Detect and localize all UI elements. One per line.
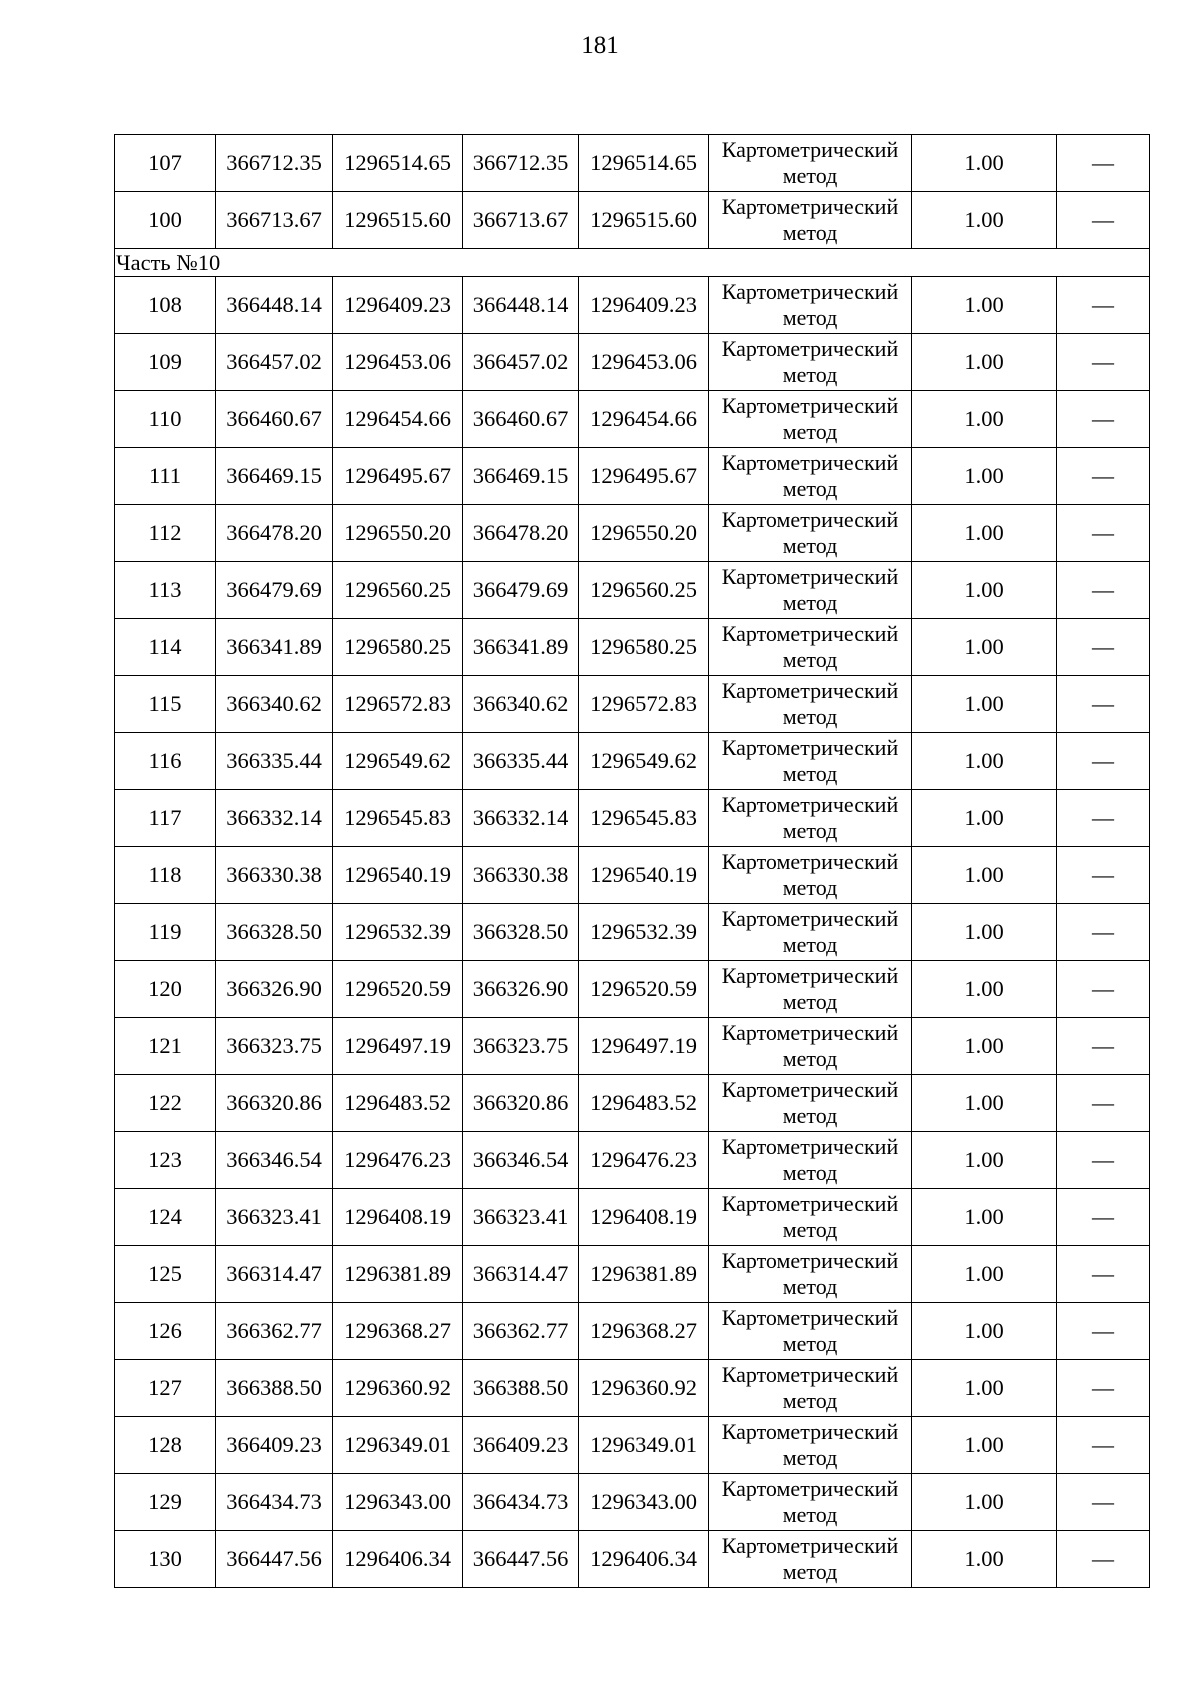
y-existing-cell: 1296408.19 (333, 1189, 463, 1246)
note-cell: — (1057, 1246, 1150, 1303)
note-cell: — (1057, 1417, 1150, 1474)
method-cell (709, 1075, 912, 1132)
method-line-1: Картометрический (721, 678, 899, 703)
method-line-2: метод (782, 818, 838, 843)
x-existing-cell: 366346.54 (216, 1132, 333, 1189)
y-refined-cell: 1296454.66 (579, 391, 709, 448)
point-number-cell: 115 (115, 676, 216, 733)
note-cell: — (1057, 1132, 1150, 1189)
x-refined-cell: 366341.89 (463, 619, 579, 676)
y-refined-cell: 1296368.27 (579, 1303, 709, 1360)
method-line-1: Картометрический (721, 849, 899, 874)
x-refined-cell: 366314.47 (463, 1246, 579, 1303)
y-refined-cell: 1296550.20 (579, 505, 709, 562)
y-refined-cell: 1296483.52 (579, 1075, 709, 1132)
y-refined-cell: 1296409.23 (579, 277, 709, 334)
note-cell: — (1057, 733, 1150, 790)
method-cell (709, 1189, 912, 1246)
method-line-2: метод (782, 476, 838, 501)
x-refined-cell: 366340.62 (463, 676, 579, 733)
x-existing-cell: 366460.67 (216, 391, 333, 448)
note-cell: — (1057, 391, 1150, 448)
point-number-cell: 127 (115, 1360, 216, 1417)
method-line-1: Картометрический (721, 621, 899, 646)
x-refined-cell: 366447.56 (463, 1531, 579, 1588)
accuracy-cell: 1.00 (912, 1531, 1057, 1588)
method-line-1: Картометрический (721, 735, 899, 760)
x-refined-cell: 366328.50 (463, 904, 579, 961)
note-cell: — (1057, 1303, 1150, 1360)
point-number-cell: 122 (115, 1075, 216, 1132)
y-refined-cell: 1296495.67 (579, 448, 709, 505)
note-cell: — (1057, 505, 1150, 562)
method-line-1: Картометрический (721, 963, 899, 988)
x-existing-cell: 366332.14 (216, 790, 333, 847)
x-refined-cell: 366332.14 (463, 790, 579, 847)
point-number-cell: 118 (115, 847, 216, 904)
page-number: 181 (581, 32, 619, 59)
note-cell: — (1057, 619, 1150, 676)
x-existing-cell: 366314.47 (216, 1246, 333, 1303)
x-refined-cell: 366469.15 (463, 448, 579, 505)
table-row (115, 1132, 1150, 1189)
accuracy-cell: 1.00 (912, 1189, 1057, 1246)
x-refined-cell: 366388.50 (463, 1360, 579, 1417)
table-row (115, 448, 1150, 505)
accuracy-cell: 1.00 (912, 676, 1057, 733)
y-refined-cell: 1296408.19 (579, 1189, 709, 1246)
method-cell (709, 904, 912, 961)
point-number-cell: 107 (115, 135, 216, 192)
y-existing-cell: 1296532.39 (333, 904, 463, 961)
method-line-2: метод (782, 1217, 838, 1242)
y-existing-cell: 1296520.59 (333, 961, 463, 1018)
method-cell (709, 1417, 912, 1474)
method-line-2: метод (782, 220, 838, 245)
accuracy-cell: 1.00 (912, 1132, 1057, 1189)
accuracy-cell: 1.00 (912, 448, 1057, 505)
x-refined-cell: 366323.75 (463, 1018, 579, 1075)
note-cell: — (1057, 790, 1150, 847)
accuracy-cell: 1.00 (912, 904, 1057, 961)
method-cell (709, 448, 912, 505)
y-existing-cell: 1296360.92 (333, 1360, 463, 1417)
x-existing-cell: 366326.90 (216, 961, 333, 1018)
point-number-cell: 124 (115, 1189, 216, 1246)
table-row (115, 505, 1150, 562)
note-cell: — (1057, 961, 1150, 1018)
x-refined-cell: 366330.38 (463, 847, 579, 904)
y-refined-cell: 1296520.59 (579, 961, 709, 1018)
method-cell (709, 562, 912, 619)
x-existing-cell: 366323.75 (216, 1018, 333, 1075)
x-existing-cell: 366341.89 (216, 619, 333, 676)
method-line-1: Картометрический (721, 194, 899, 219)
accuracy-cell: 1.00 (912, 277, 1057, 334)
x-refined-cell: 366479.69 (463, 562, 579, 619)
table-row (115, 334, 1150, 391)
table-row (115, 1417, 1150, 1474)
point-number-cell: 123 (115, 1132, 216, 1189)
note-cell: — (1057, 1360, 1150, 1417)
y-refined-cell: 1296545.83 (579, 790, 709, 847)
y-refined-cell: 1296360.92 (579, 1360, 709, 1417)
method-line-1: Картометрический (721, 1134, 899, 1159)
table-row (115, 1474, 1150, 1531)
method-line-2: метод (782, 875, 838, 900)
method-cell (709, 1531, 912, 1588)
accuracy-cell: 1.00 (912, 847, 1057, 904)
accuracy-cell: 1.00 (912, 562, 1057, 619)
x-refined-cell: 366448.14 (463, 277, 579, 334)
x-refined-cell: 366335.44 (463, 733, 579, 790)
y-existing-cell: 1296454.66 (333, 391, 463, 448)
table-row (115, 676, 1150, 733)
method-line-2: метод (782, 761, 838, 786)
point-number-cell: 129 (115, 1474, 216, 1531)
method-line-1: Картометрический (721, 564, 899, 589)
accuracy-cell: 1.00 (912, 1417, 1057, 1474)
method-line-1: Картометрический (721, 1020, 899, 1045)
x-refined-cell: 366409.23 (463, 1417, 579, 1474)
y-refined-cell: 1296381.89 (579, 1246, 709, 1303)
point-number-cell: 116 (115, 733, 216, 790)
method-line-1: Картометрический (721, 450, 899, 475)
method-line-1: Картометрический (721, 393, 899, 418)
y-existing-cell: 1296497.19 (333, 1018, 463, 1075)
note-cell: — (1057, 1018, 1150, 1075)
method-line-2: метод (782, 362, 838, 387)
x-refined-cell: 366362.77 (463, 1303, 579, 1360)
y-existing-cell: 1296495.67 (333, 448, 463, 505)
x-refined-cell: 366434.73 (463, 1474, 579, 1531)
note-cell: — (1057, 1531, 1150, 1588)
method-line-2: метод (782, 305, 838, 330)
table-row (115, 904, 1150, 961)
accuracy-cell: 1.00 (912, 135, 1057, 192)
y-existing-cell: 1296549.62 (333, 733, 463, 790)
y-existing-cell: 1296560.25 (333, 562, 463, 619)
method-cell (709, 1246, 912, 1303)
table-body (115, 135, 1150, 1588)
y-existing-cell: 1296409.23 (333, 277, 463, 334)
part-header-row (115, 249, 1150, 277)
x-existing-cell: 366328.50 (216, 904, 333, 961)
method-line-2: метод (782, 1502, 838, 1527)
x-existing-cell: 366479.69 (216, 562, 333, 619)
method-cell (709, 676, 912, 733)
y-existing-cell: 1296381.89 (333, 1246, 463, 1303)
point-number-cell: 130 (115, 1531, 216, 1588)
x-refined-cell: 366478.20 (463, 505, 579, 562)
y-existing-cell: 1296406.34 (333, 1531, 463, 1588)
method-line-1: Картометрический (721, 1476, 899, 1501)
table-row (115, 1303, 1150, 1360)
method-cell (709, 1360, 912, 1417)
point-number-cell: 119 (115, 904, 216, 961)
x-existing-cell: 366362.77 (216, 1303, 333, 1360)
x-existing-cell: 366340.62 (216, 676, 333, 733)
point-number-cell: 100 (115, 192, 216, 249)
table-row (115, 961, 1150, 1018)
x-existing-cell: 366335.44 (216, 733, 333, 790)
accuracy-cell: 1.00 (912, 391, 1057, 448)
point-number-cell: 112 (115, 505, 216, 562)
x-existing-cell: 366447.56 (216, 1531, 333, 1588)
y-refined-cell: 1296572.83 (579, 676, 709, 733)
accuracy-cell: 1.00 (912, 334, 1057, 391)
table-row (115, 1189, 1150, 1246)
method-cell (709, 135, 912, 192)
method-line-1: Картометрический (721, 792, 899, 817)
y-refined-cell: 1296497.19 (579, 1018, 709, 1075)
method-line-2: метод (782, 533, 838, 558)
accuracy-cell: 1.00 (912, 733, 1057, 790)
table-row (115, 847, 1150, 904)
method-line-2: метод (782, 1274, 838, 1299)
table-row (115, 562, 1150, 619)
method-line-2: метод (782, 163, 838, 188)
point-number-cell: 117 (115, 790, 216, 847)
point-number-cell: 126 (115, 1303, 216, 1360)
y-existing-cell: 1296453.06 (333, 334, 463, 391)
method-cell (709, 961, 912, 1018)
note-cell: — (1057, 847, 1150, 904)
point-number-cell: 121 (115, 1018, 216, 1075)
note-cell: — (1057, 562, 1150, 619)
y-refined-cell: 1296514.65 (579, 135, 709, 192)
method-cell (709, 790, 912, 847)
method-line-2: метод (782, 1331, 838, 1356)
point-number-cell: 111 (115, 448, 216, 505)
x-existing-cell: 366320.86 (216, 1075, 333, 1132)
method-line-2: метод (782, 1160, 838, 1185)
note-cell: — (1057, 334, 1150, 391)
point-number-cell: 110 (115, 391, 216, 448)
method-line-2: метод (782, 932, 838, 957)
point-number-cell: 125 (115, 1246, 216, 1303)
point-number-cell: 114 (115, 619, 216, 676)
point-number-cell: 128 (115, 1417, 216, 1474)
method-line-2: метод (782, 989, 838, 1014)
y-existing-cell: 1296349.01 (333, 1417, 463, 1474)
point-number-cell: 113 (115, 562, 216, 619)
y-refined-cell: 1296453.06 (579, 334, 709, 391)
method-line-2: метод (782, 590, 838, 615)
table-row (115, 619, 1150, 676)
accuracy-cell: 1.00 (912, 790, 1057, 847)
method-line-1: Картометрический (721, 1362, 899, 1387)
method-line-1: Картометрический (721, 1077, 899, 1102)
method-line-2: метод (782, 419, 838, 444)
note-cell: — (1057, 135, 1150, 192)
method-line-2: метод (782, 1445, 838, 1470)
method-cell (709, 1303, 912, 1360)
method-line-2: метод (782, 1388, 838, 1413)
point-number-cell: 120 (115, 961, 216, 1018)
method-line-1: Картометрический (721, 137, 899, 162)
accuracy-cell: 1.00 (912, 1018, 1057, 1075)
x-refined-cell: 366460.67 (463, 391, 579, 448)
y-refined-cell: 1296349.01 (579, 1417, 709, 1474)
y-existing-cell: 1296540.19 (333, 847, 463, 904)
y-refined-cell: 1296532.39 (579, 904, 709, 961)
accuracy-cell: 1.00 (912, 505, 1057, 562)
method-line-1: Картометрический (721, 1419, 899, 1444)
method-line-1: Картометрический (721, 507, 899, 532)
method-line-2: метод (782, 1046, 838, 1071)
table-row (115, 1360, 1150, 1417)
table-row (115, 192, 1150, 249)
y-existing-cell: 1296572.83 (333, 676, 463, 733)
point-number-cell: 109 (115, 334, 216, 391)
y-existing-cell: 1296514.65 (333, 135, 463, 192)
table-row (115, 391, 1150, 448)
accuracy-cell: 1.00 (912, 1474, 1057, 1531)
method-cell (709, 391, 912, 448)
table-row (115, 1246, 1150, 1303)
note-cell: — (1057, 1474, 1150, 1531)
y-existing-cell: 1296343.00 (333, 1474, 463, 1531)
note-cell: — (1057, 277, 1150, 334)
method-line-1: Картометрический (721, 1191, 899, 1216)
note-cell: — (1057, 192, 1150, 249)
x-existing-cell: 366712.35 (216, 135, 333, 192)
table-row (115, 277, 1150, 334)
table-row (115, 1075, 1150, 1132)
y-existing-cell: 1296545.83 (333, 790, 463, 847)
x-refined-cell: 366326.90 (463, 961, 579, 1018)
y-existing-cell: 1296515.60 (333, 192, 463, 249)
method-line-1: Картометрический (721, 906, 899, 931)
y-refined-cell: 1296515.60 (579, 192, 709, 249)
y-refined-cell: 1296476.23 (579, 1132, 709, 1189)
method-line-2: метод (782, 647, 838, 672)
accuracy-cell: 1.00 (912, 961, 1057, 1018)
y-refined-cell: 1296560.25 (579, 562, 709, 619)
x-existing-cell: 366457.02 (216, 334, 333, 391)
y-refined-cell: 1296549.62 (579, 733, 709, 790)
x-existing-cell: 366469.15 (216, 448, 333, 505)
part-label: Часть №10 (115, 249, 1150, 277)
y-existing-cell: 1296368.27 (333, 1303, 463, 1360)
accuracy-cell: 1.00 (912, 619, 1057, 676)
method-cell (709, 277, 912, 334)
method-line-1: Картометрический (721, 1248, 899, 1273)
table-row (115, 733, 1150, 790)
x-refined-cell: 366320.86 (463, 1075, 579, 1132)
x-existing-cell: 366388.50 (216, 1360, 333, 1417)
x-existing-cell: 366478.20 (216, 505, 333, 562)
note-cell: — (1057, 1189, 1150, 1246)
method-line-2: метод (782, 704, 838, 729)
method-cell (709, 1018, 912, 1075)
method-cell (709, 505, 912, 562)
note-cell: — (1057, 1075, 1150, 1132)
accuracy-cell: 1.00 (912, 1075, 1057, 1132)
table-row (115, 1018, 1150, 1075)
method-cell (709, 192, 912, 249)
method-cell (709, 1474, 912, 1531)
method-cell (709, 1132, 912, 1189)
x-existing-cell: 366330.38 (216, 847, 333, 904)
accuracy-cell: 1.00 (912, 1303, 1057, 1360)
x-refined-cell: 366346.54 (463, 1132, 579, 1189)
coordinates-table (114, 134, 1150, 1588)
x-existing-cell: 366448.14 (216, 277, 333, 334)
x-existing-cell: 366323.41 (216, 1189, 333, 1246)
table-row (115, 135, 1150, 192)
x-existing-cell: 366409.23 (216, 1417, 333, 1474)
method-line-1: Картометрический (721, 336, 899, 361)
method-line-2: метод (782, 1103, 838, 1128)
method-cell (709, 733, 912, 790)
note-cell: — (1057, 676, 1150, 733)
y-existing-cell: 1296550.20 (333, 505, 463, 562)
x-existing-cell: 366434.73 (216, 1474, 333, 1531)
accuracy-cell: 1.00 (912, 1246, 1057, 1303)
x-refined-cell: 366712.35 (463, 135, 579, 192)
method-cell (709, 334, 912, 391)
x-refined-cell: 366457.02 (463, 334, 579, 391)
x-refined-cell: 366713.67 (463, 192, 579, 249)
y-existing-cell: 1296580.25 (333, 619, 463, 676)
y-existing-cell: 1296476.23 (333, 1132, 463, 1189)
y-refined-cell: 1296406.34 (579, 1531, 709, 1588)
x-existing-cell: 366713.67 (216, 192, 333, 249)
method-line-1: Картометрический (721, 279, 899, 304)
method-cell (709, 619, 912, 676)
accuracy-cell: 1.00 (912, 1360, 1057, 1417)
x-refined-cell: 366323.41 (463, 1189, 579, 1246)
y-refined-cell: 1296580.25 (579, 619, 709, 676)
method-line-2: метод (782, 1559, 838, 1584)
table-row (115, 1531, 1150, 1588)
method-line-1: Картометрический (721, 1533, 899, 1558)
method-cell (709, 847, 912, 904)
y-refined-cell: 1296540.19 (579, 847, 709, 904)
point-number-cell: 108 (115, 277, 216, 334)
accuracy-cell: 1.00 (912, 192, 1057, 249)
note-cell: — (1057, 904, 1150, 961)
method-line-1: Картометрический (721, 1305, 899, 1330)
note-cell: — (1057, 448, 1150, 505)
y-existing-cell: 1296483.52 (333, 1075, 463, 1132)
y-refined-cell: 1296343.00 (579, 1474, 709, 1531)
table-row (115, 790, 1150, 847)
